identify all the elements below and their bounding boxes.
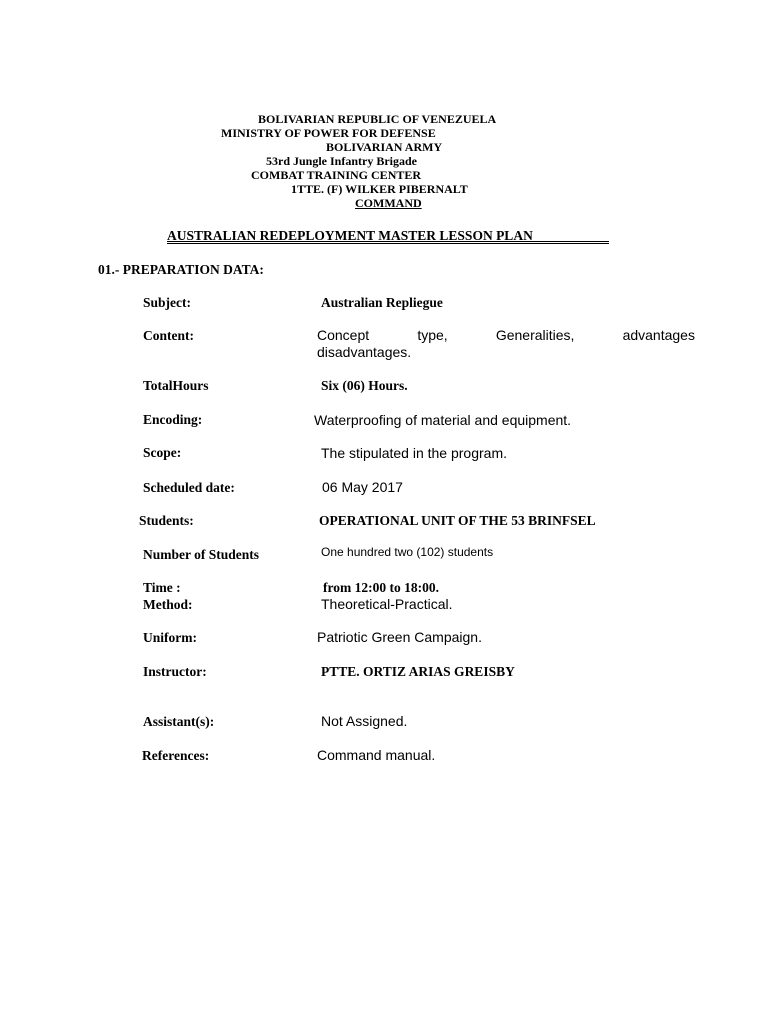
- uniform-value: Patriotic Green Campaign.: [317, 629, 482, 645]
- uniform-label: Uniform:: [143, 630, 197, 645]
- students-value: OPERATIONAL UNIT OF THE 53 BRINFSEL: [319, 513, 596, 528]
- encoding-label: Encoding:: [143, 412, 203, 427]
- content-value-line1: [317, 327, 695, 343]
- content-word: type,: [417, 327, 448, 343]
- content-word: Concept: [317, 327, 370, 343]
- title-underline: [167, 241, 609, 242]
- subject-label: Subject:: [143, 295, 191, 310]
- header-brigade: 53rd Jungle Infantry Brigade: [266, 154, 418, 168]
- references-value: Command manual.: [317, 747, 436, 763]
- content-word: advantages: [622, 327, 695, 343]
- assistants-label: Assistant(s):: [143, 714, 215, 729]
- instructor-value: PTTE. ORTIZ ARIAS GREISBY: [321, 664, 515, 679]
- header-wilker: 1TTE. (F) WILKER PIBERNALT: [291, 182, 468, 196]
- header-army: BOLIVARIAN ARMY: [326, 140, 443, 154]
- encoding-value: Waterproofing of material and equipment.: [314, 412, 572, 428]
- header-training-center: COMBAT TRAINING CENTER: [251, 168, 422, 182]
- assistants-value: Not Assigned.: [321, 713, 408, 729]
- students-label: Students:: [139, 513, 194, 528]
- method-label: Method:: [143, 597, 193, 612]
- number-of-students-label: Number of Students: [143, 547, 260, 562]
- header-ministry: MINISTRY OF POWER FOR DEFENSE: [221, 126, 436, 140]
- subject-value: Australian Repliegue: [321, 295, 443, 310]
- content-word: Generalities,: [495, 327, 575, 343]
- scheduled-date-label: Scheduled date:: [143, 480, 235, 495]
- scope-label: Scope:: [143, 445, 182, 460]
- content-value-line2: disadvantages.: [317, 344, 412, 360]
- content-label: Content:: [143, 328, 194, 343]
- number-of-students-value: One hundred two (102) students: [321, 545, 494, 559]
- scheduled-date-value: 06 May 2017: [322, 479, 403, 495]
- instructor-label: Instructor:: [143, 664, 207, 679]
- time-value: from 12:00 to 18:00.: [323, 580, 439, 595]
- references-label: References:: [142, 748, 210, 763]
- method-value: Theoretical-Practical.: [321, 596, 453, 612]
- header-republic: BOLIVARIAN REPUBLIC OF VENEZUELA: [258, 112, 497, 126]
- section-heading: 01.- PREPARATION DATA:: [98, 262, 264, 277]
- total-hours-value: Six (06) Hours.: [321, 378, 408, 393]
- scope-value: The stipulated in the program.: [321, 445, 507, 461]
- title-underline-double: [167, 243, 609, 244]
- document-title: AUSTRALIAN REDEPLOYMENT MASTER LESSON PLAN: [167, 228, 533, 243]
- time-label: Time :: [143, 580, 181, 595]
- total-hours-label: TotalHours: [143, 378, 209, 393]
- header-command: COMMAND: [355, 196, 422, 210]
